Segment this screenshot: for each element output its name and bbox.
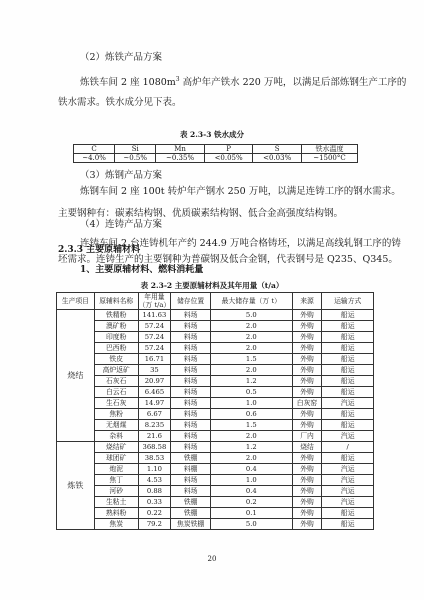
cell-max: 1.0 [211,475,293,486]
cell-usage: 4.53 [138,475,171,486]
cell-location: 铁棚 [171,497,211,508]
materials-table-body [57,310,374,530]
cell-transport: 船运 [322,321,374,332]
cell-name: 焦粉 [94,409,138,420]
cell-max: 2.0 [211,431,293,442]
header-cell: S [253,145,302,154]
cell-source: 外购 [292,343,322,354]
cell-source: 外购 [292,409,322,420]
cell-source: 外购 [292,420,322,431]
table-row [57,508,374,519]
cell-name: 石灰石 [94,376,138,387]
cell-max: 0.1 [211,508,293,519]
cell-name: 烧结矿 [94,442,138,453]
cell-transport: 船运 [322,508,374,519]
cell-usage: 6.67 [138,409,171,420]
table-row [57,519,374,530]
cell-source: 外购 [292,464,322,475]
iron-text-b: 高炉年产铁水 220 万吨，以满足后部炼钢生产工序的 [179,77,407,89]
steel-paragraph-line2: 主要钢种有：碳素结构钢、优质碳素结构钢、低合金高强度结构钢。 [58,208,344,219]
cell-location: 料场 [171,387,211,398]
cell-max: 1.2 [211,442,293,453]
table-cell: ~0.5% [115,154,156,163]
cell-source: 外购 [292,354,322,365]
table-row [57,365,374,376]
table-cell: <0.03% [253,154,302,163]
cell-transport: 汽运 [322,398,374,409]
cell-name: 炮泥 [94,464,138,475]
group-area-cell: 烧结 [57,310,95,442]
cell-max: 2.0 [211,365,293,376]
header-location: 储存位置 [171,293,211,310]
cell-usage: 6.465 [138,387,171,398]
materials-table-caption: 表 2.3-2 主要原辅材料及其年用量（t/a） [140,281,284,290]
table-row [57,321,374,332]
materials-table [56,292,374,530]
cell-location: 铁棚 [171,508,211,519]
cell-transport: 船运 [322,409,374,420]
header-usage [138,293,171,310]
cell-name: 杂料 [94,431,138,442]
cell-transport: 汽运 [322,497,374,508]
cell-transport: 汽运 [322,486,374,497]
cell-name: 河砂 [94,486,138,497]
header-cell: P [204,145,253,154]
cell-name: 印度粉 [94,332,138,343]
cell-source: 外购 [292,497,322,508]
cell-name: 熟料粉 [94,508,138,519]
table-row [57,332,374,343]
table-row [57,475,374,486]
cell-usage: 38.53 [138,453,171,464]
table-row [57,376,374,387]
cell-location: 料场 [171,475,211,486]
cell-source: 外购 [292,486,322,497]
subsection-title: 1、主要原辅材料、燃料消耗量 [80,265,204,275]
cell-name: 铁精粉 [94,310,138,321]
cell-usage: 14.97 [138,398,171,409]
page-number: 20 [207,555,217,563]
cell-location: 料棚 [171,464,211,475]
cell-transport: 船运 [322,420,374,431]
cell-location: 料场 [171,343,211,354]
header-area: 生产项目 [57,293,95,310]
cell-transport: 船运 [322,332,374,343]
cell-transport: 船运 [322,354,374,365]
header-source: 来源 [292,293,322,310]
cell-usage: 8.235 [138,420,171,431]
cell-max: 0.4 [211,486,293,497]
section-heading-steel: （3）炼钢产品方案 [80,170,163,181]
cell-source: 外购 [292,519,322,530]
iron-table-caption: 表 2.3-3 铁水成分 [179,130,245,139]
table-cell: <0.05% [204,154,253,163]
cell-max: 0.4 [211,464,293,475]
cell-name: 球团矿 [94,453,138,464]
cell-location: 料场 [171,310,211,321]
cell-transport: 船运 [322,376,374,387]
cell-source: 外购 [292,365,322,376]
cell-location: 料场 [171,431,211,442]
iron-composition-table [73,144,358,163]
cell-usage: 79.2 [138,519,171,530]
cell-transport: 船运 [322,387,374,398]
table-row [74,154,358,163]
table-cell: ~4.0% [74,154,115,163]
cell-source: 外购 [292,387,322,398]
header-usage-line2: （万 t/a） [138,301,171,309]
cell-max: 1.0 [211,398,293,409]
cell-max: 2.0 [211,321,293,332]
table-row [57,464,374,475]
cell-max: 0.2 [211,497,293,508]
iron-paragraph-line2: 铁水需求。铁水成分见下表。 [58,97,182,108]
cell-location: 料场 [171,354,211,365]
cell-transport: 汽运 [322,431,374,442]
cell-usage: 57.24 [138,343,171,354]
cell-source: 烧结 [292,442,322,453]
superscript: 3 [175,76,180,83]
cell-source: 厂内 [292,431,322,442]
header-name: 原辅料名称 [94,293,138,310]
cell-name: 生石灰 [94,398,138,409]
table-row [57,431,374,442]
iron-text-a: 炼铁车间 2 座 1080m [80,77,176,89]
header-transport: 运输方式 [322,293,374,310]
header-cell: Si [115,145,156,154]
cell-location: 料场 [171,398,211,409]
table-header-row [74,145,358,154]
cell-source: 外购 [292,508,322,519]
cell-max: 0.6 [211,409,293,420]
cell-transport: 船运 [322,343,374,354]
table-row [57,343,374,354]
cell-source: 外购 [292,475,322,486]
cell-transport: 船运 [322,310,374,321]
header-cell: C [74,145,115,154]
cell-location: 料场 [171,376,211,387]
cell-max: 5.0 [211,519,293,530]
cell-name: 铁皮 [94,354,138,365]
cell-transport: 船运 [322,365,374,376]
cell-name: 无烟煤 [94,420,138,431]
cell-usage: 16.71 [138,354,171,365]
cell-name: 巴西粉 [94,343,138,354]
cell-location: 料场 [171,409,211,420]
cell-usage: 57.24 [138,332,171,343]
cell-location: 铁棚 [171,453,211,464]
cell-max: 1.5 [211,354,293,365]
cell-name: 白云石 [94,387,138,398]
cell-name: 生粘土 [94,497,138,508]
table-row [57,420,374,431]
casting-paragraph-line1: 连铸车间 2 台连铸机年产约 244.9 万吨合格铸坯，以满足高线轧钢工序的铸 [80,238,401,249]
table-header-row [57,293,374,310]
cell-max: 2.0 [211,453,293,464]
cell-max: 0.5 [211,387,293,398]
header-cell: 铁水温度 [301,145,357,154]
cell-usage: 141.63 [138,310,171,321]
cell-usage: 35 [138,365,171,376]
cell-max: 5.0 [211,310,293,321]
cell-max: 1.2 [211,376,293,387]
cell-location: 料场 [171,365,211,376]
cell-source: 外购 [292,453,322,464]
table-row [57,409,374,420]
section-heading-iron: （2）炼铁产品方案 [80,52,163,63]
cell-location: 料场 [171,321,211,332]
header-max-storage: 最大储存量（万 t） [211,293,293,310]
cell-transport: 船运 [322,519,374,530]
section-heading-casting: （4）连铸产品方案 [80,219,163,230]
cell-source: 外购 [292,321,322,332]
table-row [57,310,374,321]
table-row [57,497,374,508]
cell-usage: 21.6 [138,431,171,442]
cell-usage: 0.88 [138,486,171,497]
cell-name: 焦炭 [94,519,138,530]
cell-usage: 368.58 [138,442,171,453]
cell-location: 焦炭铁棚 [171,519,211,530]
cell-usage: 0.22 [138,508,171,519]
cell-max: 2.0 [211,332,293,343]
group-area-cell: 炼铁 [57,442,95,530]
cell-name: 高炉返矿 [94,365,138,376]
steel-paragraph-line1: 炼钢车间 2 座 100t 转炉年产钢水 250 万吨，以满足连铸工序的钢水需求。 [80,186,401,197]
cell-location: 料场 [171,332,211,343]
cell-max: 1.5 [211,420,293,431]
cell-location: 料场 [171,486,211,497]
iron-paragraph-line1 [80,74,406,89]
cell-usage: 57.24 [138,321,171,332]
header-usage-line1: 年用量 [144,293,165,301]
cell-name: 澳矿粉 [94,321,138,332]
table-row [57,387,374,398]
casting-paragraph-line2: 坯需求。连铸生产的主要钢种为普碳钢及低合金钢，代表钢号是 Q235、Q345。 [58,254,398,265]
cell-usage: 0.33 [138,497,171,508]
table-row [57,486,374,497]
cell-transport: 汽运 [322,464,374,475]
cell-max: 2.0 [211,343,293,354]
cell-name: 焦丁 [94,475,138,486]
cell-transport: 汽运 [322,475,374,486]
cell-transport: 船运 [322,453,374,464]
table-row [57,398,374,409]
cell-usage: 20.97 [138,376,171,387]
section-title-materials: 2.3.3 主要原辅材料 [58,245,141,255]
cell-location: 料场 [171,442,211,453]
cell-source: 外购 [292,332,322,343]
cell-location: 料场 [171,420,211,431]
cell-transport: / [322,442,374,453]
table-row [57,354,374,365]
cell-usage: 1.10 [138,464,171,475]
table-cell: ~0.35% [156,154,205,163]
table-cell: ~1500°C [301,154,357,163]
cell-source: 外购 [292,376,322,387]
cell-source: 白灰窑 [292,398,322,409]
header-cell: Mn [156,145,205,154]
table-row [57,442,374,453]
table-row [57,453,374,464]
cell-source: 外购 [292,310,322,321]
